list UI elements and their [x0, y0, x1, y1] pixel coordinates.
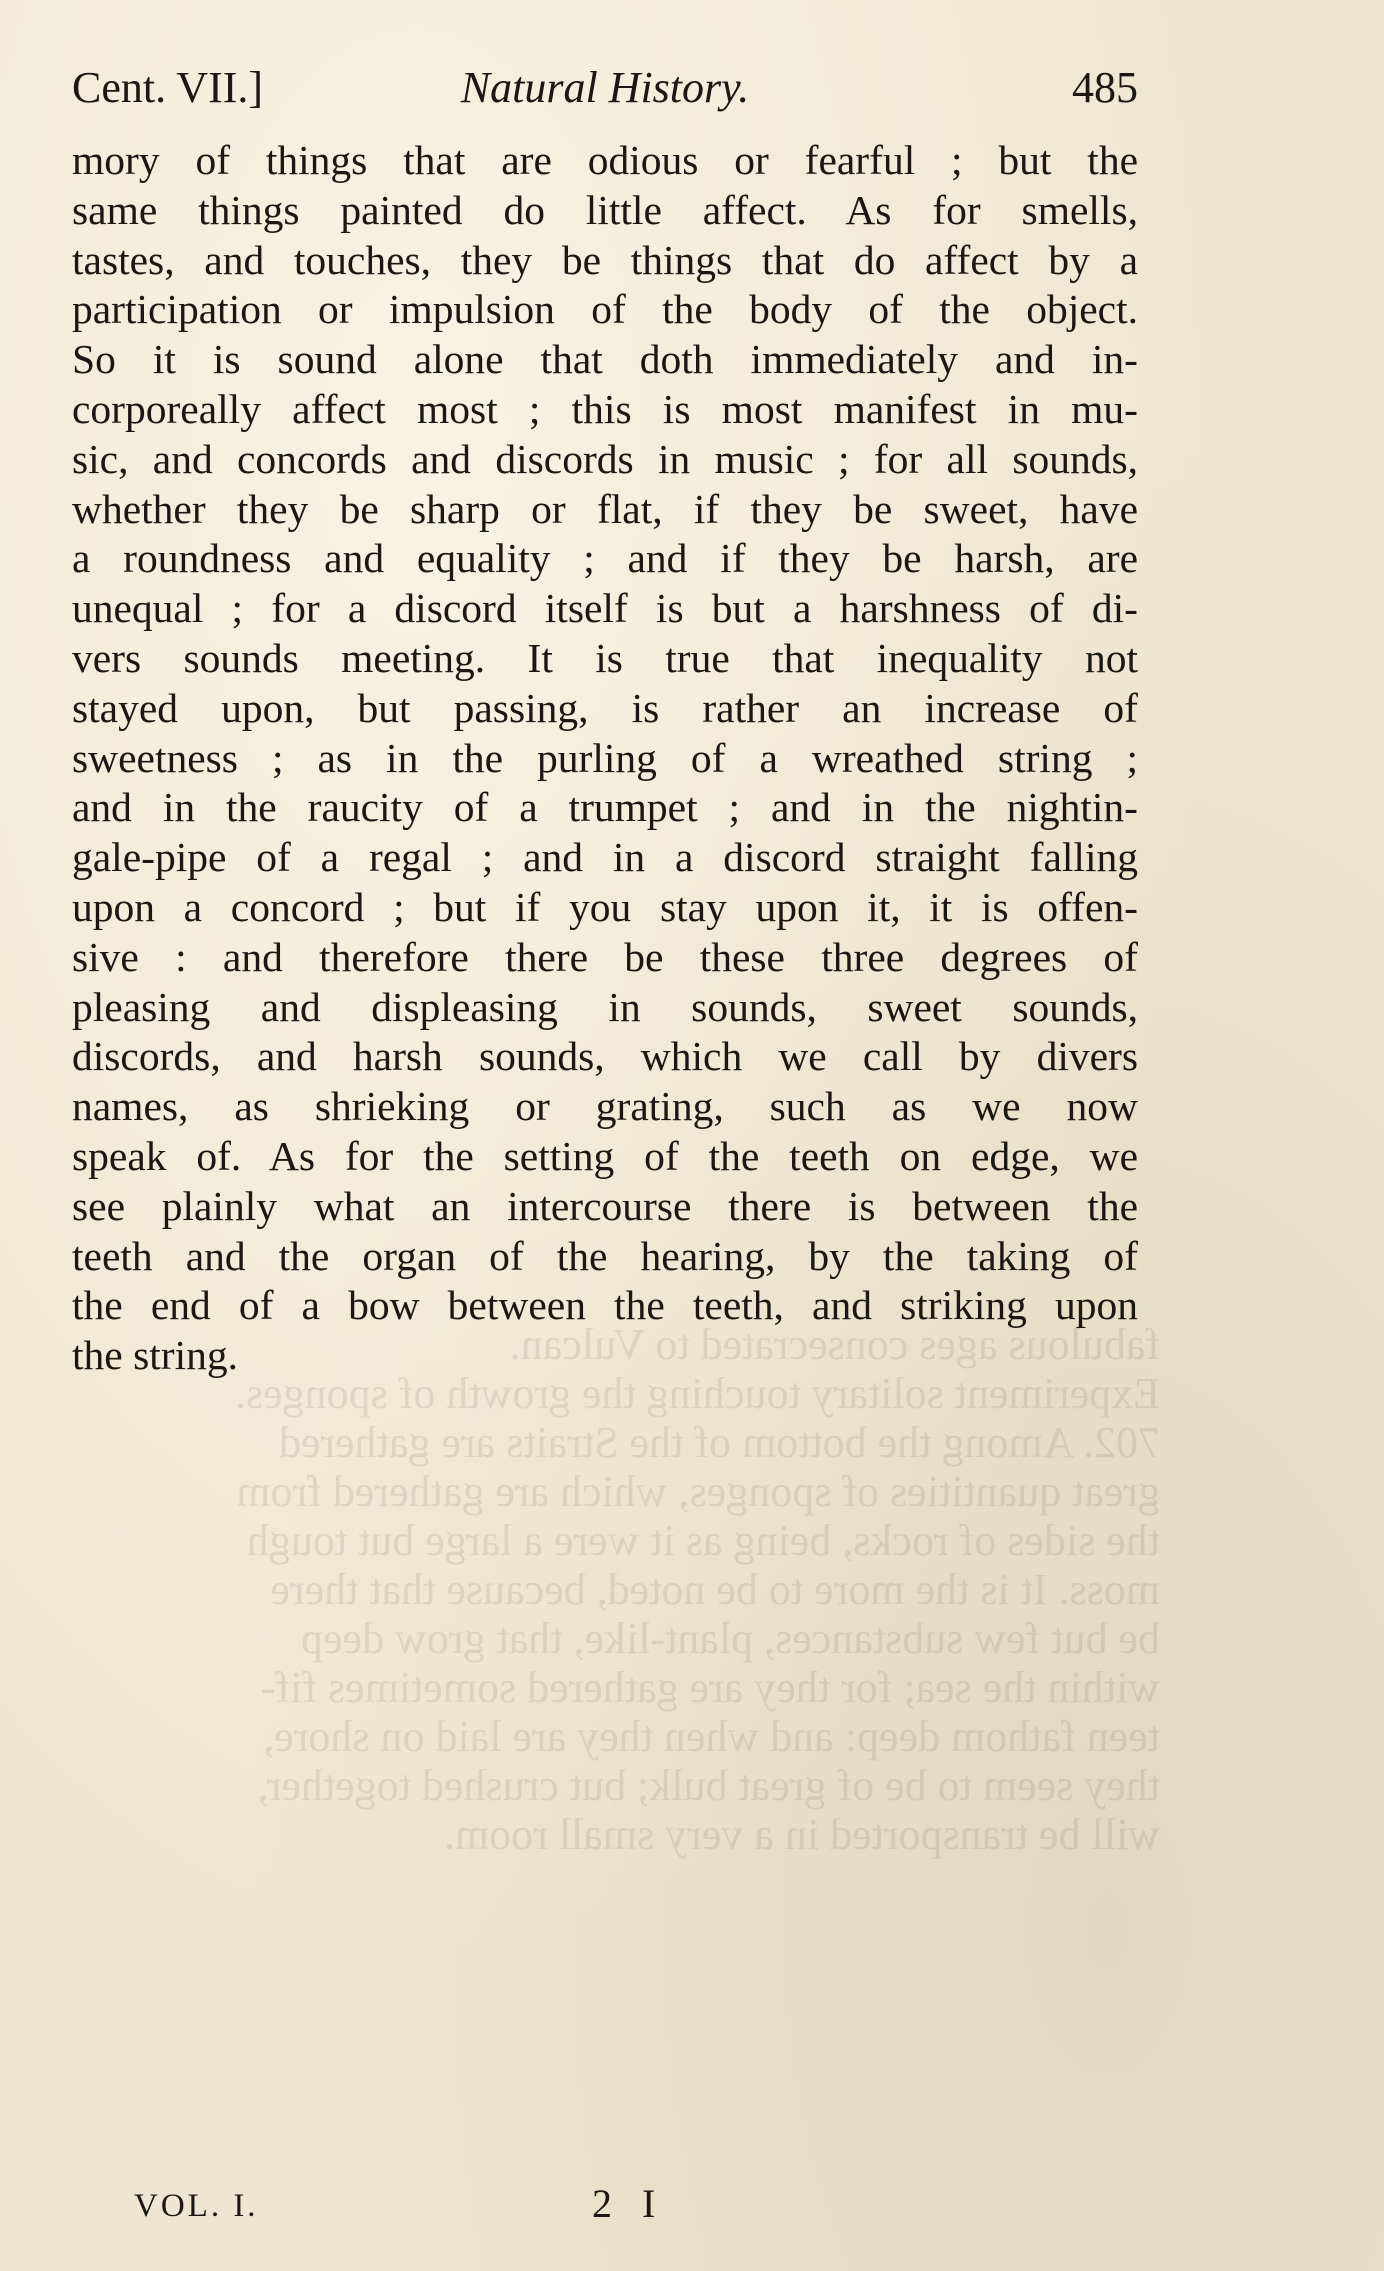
bleed-through-decoration: fabulous ages consecrated to Vulcan. Experiment solitary touching the growth of sponges. 702. Among the bottom of the Straits are gathered great quantities of sponges, which are gathered from the sides of rocks, being as it were a large but tough moss. It is the more to be noted, because that there be but few substances, plant-like, that grow deep within the sea; for they are gathered sometimes fif- teen fathom deep: and when they are laid on shore, they seem to be of great bulk; but crushed together, will be transported in a very small room. — [234, 1320, 1160, 1859]
text-line: names, as shrieking or grating, such as we now — [72, 1083, 1138, 1130]
text-line: So it is sound alone that doth immediately and in- — [72, 336, 1138, 383]
text-line: gale-pipe of a regal ; and in a discord straight falling — [72, 834, 1138, 881]
text-line: corporeally affect most ; this is most manifest in mu- — [72, 385, 1138, 432]
text-line: vers sounds meeting. It is true that inequality not — [72, 634, 1138, 681]
text-line: stayed upon, but passing, is rather an increase of — [72, 684, 1138, 731]
signature-mark: 2 I — [592, 2181, 666, 2226]
page-footer — [0, 2180, 1384, 2240]
header-century: Cent. VII.] — [72, 63, 264, 112]
body-text — [72, 136, 1138, 1381]
text-line: a roundness and equality ; and if they be harsh, are — [72, 535, 1138, 582]
text-line: tastes, and touches, they be things that do affect by a — [72, 236, 1138, 283]
text-line: upon a concord ; but if you stay upon it, it is offen- — [72, 883, 1138, 930]
text-line: the end of a bow between the teeth, and striking upon — [72, 1282, 1138, 1329]
text-line: speak of. As for the setting of the teeth on edge, we — [72, 1132, 1138, 1179]
text-line: participation or impulsion of the body of the object. — [72, 286, 1138, 333]
running-header — [72, 62, 1138, 122]
text-line: discords, and harsh sounds, which we call by divers — [72, 1033, 1138, 1080]
header-title: Natural History. — [460, 63, 750, 112]
page-number: 485 — [1072, 63, 1138, 112]
volume-label: VOL. I. — [134, 2188, 259, 2224]
text-line: unequal ; for a discord itself is but a harshness of di- — [72, 585, 1138, 632]
text-line: sive : and therefore there be these three degrees of — [72, 933, 1138, 980]
text-line-last: the string. — [72, 1332, 238, 1379]
text-line: and in the raucity of a trumpet ; and in the nightin- — [72, 784, 1138, 831]
text-line: same things painted do little affect. As for smells, — [72, 186, 1138, 233]
text-line: see plainly what an intercourse there is between the — [72, 1182, 1138, 1229]
text-line: pleasing and displeasing in sounds, sweet sounds, — [72, 983, 1138, 1030]
text-line: sweetness ; as in the purling of a wreathed string ; — [72, 734, 1138, 781]
text-line: sic, and concords and discords in music ; for all sounds, — [72, 435, 1138, 482]
text-line: mory of things that are odious or fearful ; but the — [72, 137, 1138, 183]
text-line: teeth and the organ of the hearing, by the taking of — [72, 1232, 1138, 1279]
text-line: whether they be sharp or flat, if they be sweet, have — [72, 485, 1138, 532]
